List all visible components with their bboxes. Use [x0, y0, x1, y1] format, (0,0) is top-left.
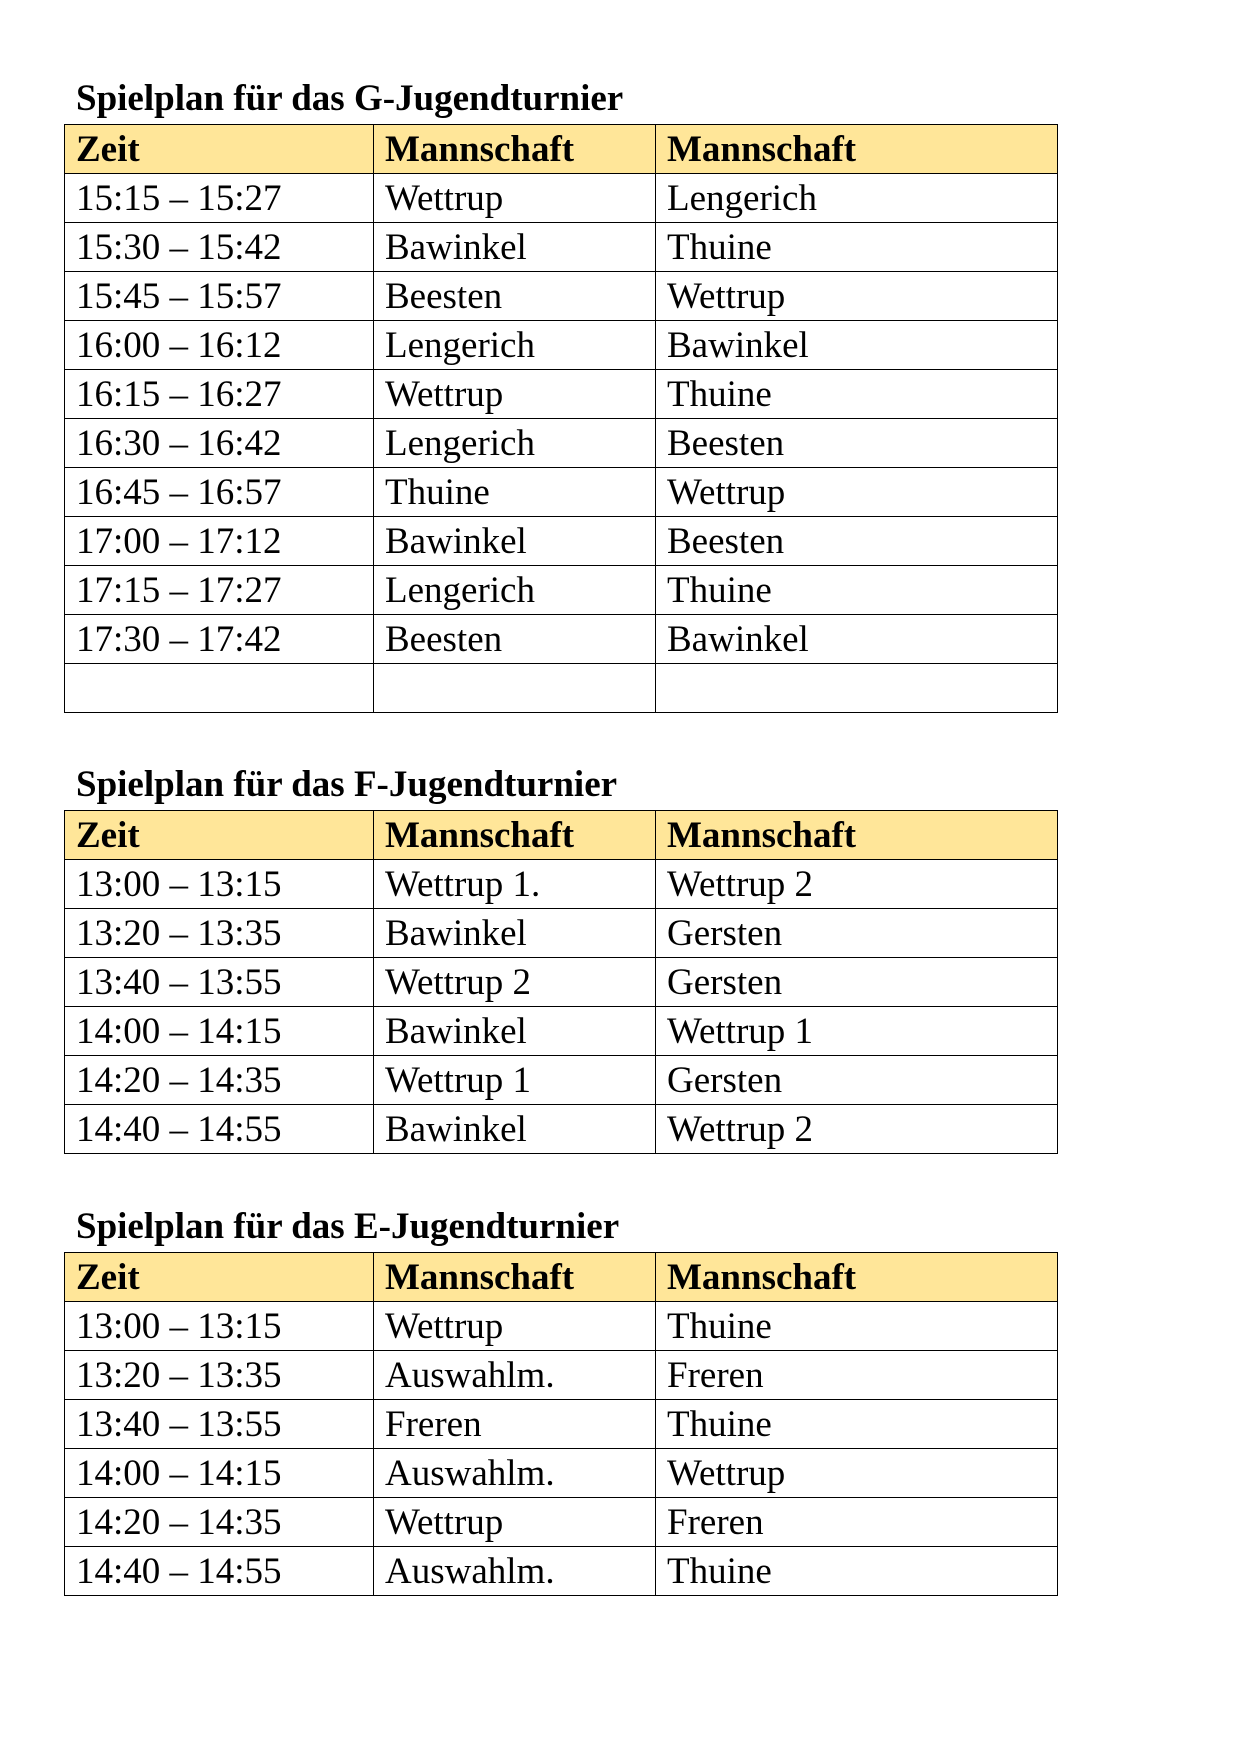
time-cell: 16:30 – 16:42 — [65, 419, 374, 468]
g-jugend-section — [64, 74, 1058, 713]
g-jugend-title: Spielplan für das G-Jugendturnier — [76, 78, 624, 119]
time-cell: 14:40 – 14:55 — [65, 1105, 374, 1154]
team-b-cell: Beesten — [656, 419, 1058, 468]
team-b-cell: Bawinkel — [656, 321, 1058, 370]
team-a-cell: Lengerich — [374, 566, 656, 615]
team-a-cell: Beesten — [374, 615, 656, 664]
table-row — [65, 370, 1058, 419]
f-jugend-section — [64, 760, 1058, 1154]
team-b-cell — [656, 664, 1058, 713]
team-a-cell: Auswahlm. — [374, 1351, 656, 1400]
time-cell: 13:20 – 13:35 — [65, 1351, 374, 1400]
table-row — [65, 321, 1058, 370]
time-cell: 17:15 – 17:27 — [65, 566, 374, 615]
time-cell: 14:00 – 14:15 — [65, 1007, 374, 1056]
team-a-cell: Wettrup — [374, 370, 656, 419]
table-row — [65, 419, 1058, 468]
column-header-mannschaft: Mannschaft — [656, 1253, 1058, 1302]
column-header-mannschaft: Mannschaft — [374, 125, 656, 174]
team-a-cell: Wettrup 1. — [374, 860, 656, 909]
team-a-cell: Freren — [374, 1400, 656, 1449]
time-cell: 16:45 – 16:57 — [65, 468, 374, 517]
table-row — [65, 615, 1058, 664]
time-cell: 13:00 – 13:15 — [65, 860, 374, 909]
g-jugend-table — [64, 124, 1058, 713]
table-row — [65, 468, 1058, 517]
team-b-cell: Wettrup — [656, 272, 1058, 321]
team-b-cell: Thuine — [656, 1400, 1058, 1449]
team-a-cell: Bawinkel — [374, 909, 656, 958]
e-jugend-table — [64, 1252, 1058, 1596]
team-b-cell: Lengerich — [656, 174, 1058, 223]
time-cell: 14:20 – 14:35 — [65, 1498, 374, 1547]
team-b-cell: Freren — [656, 1351, 1058, 1400]
table-header-row — [65, 811, 1058, 860]
column-header-mannschaft: Mannschaft — [656, 811, 1058, 860]
table-row — [65, 860, 1058, 909]
team-b-cell: Beesten — [656, 517, 1058, 566]
team-a-cell — [374, 664, 656, 713]
table-row — [65, 1400, 1058, 1449]
team-a-cell: Wettrup 2 — [374, 958, 656, 1007]
team-b-cell: Thuine — [656, 566, 1058, 615]
column-header-zeit: Zeit — [65, 1253, 374, 1302]
f-jugend-table — [64, 810, 1058, 1154]
team-b-cell: Thuine — [656, 223, 1058, 272]
table-row — [65, 1302, 1058, 1351]
column-header-mannschaft: Mannschaft — [656, 125, 1058, 174]
column-header-mannschaft: Mannschaft — [374, 811, 656, 860]
table-row — [65, 1105, 1058, 1154]
time-cell: 14:00 – 14:15 — [65, 1449, 374, 1498]
time-cell: 15:30 – 15:42 — [65, 223, 374, 272]
e-jugend-section — [64, 1202, 1058, 1596]
team-a-cell: Lengerich — [374, 419, 656, 468]
time-cell: 13:20 – 13:35 — [65, 909, 374, 958]
table-row — [65, 517, 1058, 566]
table-row — [65, 1449, 1058, 1498]
time-cell: 15:45 – 15:57 — [65, 272, 374, 321]
team-b-cell: Thuine — [656, 1302, 1058, 1351]
team-a-cell: Bawinkel — [374, 1007, 656, 1056]
team-a-cell: Lengerich — [374, 321, 656, 370]
team-a-cell: Auswahlm. — [374, 1547, 656, 1596]
team-a-cell: Wettrup — [374, 1302, 656, 1351]
table-row — [65, 566, 1058, 615]
table-row — [65, 272, 1058, 321]
team-b-cell: Bawinkel — [656, 615, 1058, 664]
team-b-cell: Wettrup 2 — [656, 1105, 1058, 1154]
time-cell: 16:00 – 16:12 — [65, 321, 374, 370]
team-b-cell: Gersten — [656, 958, 1058, 1007]
table-row — [65, 1498, 1058, 1547]
team-b-cell: Wettrup 1 — [656, 1007, 1058, 1056]
team-b-cell: Gersten — [656, 909, 1058, 958]
team-b-cell: Thuine — [656, 370, 1058, 419]
table-row — [65, 664, 1058, 713]
time-cell: 17:30 – 17:42 — [65, 615, 374, 664]
time-cell: 14:20 – 14:35 — [65, 1056, 374, 1105]
team-a-cell: Wettrup — [374, 174, 656, 223]
table-header-row — [65, 125, 1058, 174]
time-cell: 13:40 – 13:55 — [65, 958, 374, 1007]
time-cell: 17:00 – 17:12 — [65, 517, 374, 566]
column-header-zeit: Zeit — [65, 811, 374, 860]
team-b-cell: Freren — [656, 1498, 1058, 1547]
column-header-mannschaft: Mannschaft — [374, 1253, 656, 1302]
team-a-cell: Wettrup 1 — [374, 1056, 656, 1105]
team-a-cell: Thuine — [374, 468, 656, 517]
team-b-cell: Wettrup — [656, 468, 1058, 517]
table-row — [65, 174, 1058, 223]
team-b-cell: Wettrup 2 — [656, 860, 1058, 909]
table-row — [65, 1547, 1058, 1596]
team-a-cell: Bawinkel — [374, 517, 656, 566]
table-row — [65, 1056, 1058, 1105]
time-cell: 14:40 – 14:55 — [65, 1547, 374, 1596]
table-row — [65, 958, 1058, 1007]
team-a-cell: Beesten — [374, 272, 656, 321]
e-jugend-title: Spielplan für das E-Jugendturnier — [76, 1206, 620, 1247]
team-b-cell: Gersten — [656, 1056, 1058, 1105]
time-cell — [65, 664, 374, 713]
team-b-cell: Wettrup — [656, 1449, 1058, 1498]
team-a-cell: Wettrup — [374, 1498, 656, 1547]
table-header-row — [65, 1253, 1058, 1302]
table-row — [65, 223, 1058, 272]
table-row — [65, 1351, 1058, 1400]
team-b-cell: Thuine — [656, 1547, 1058, 1596]
table-row — [65, 1007, 1058, 1056]
team-a-cell: Bawinkel — [374, 1105, 656, 1154]
time-cell: 15:15 – 15:27 — [65, 174, 374, 223]
column-header-zeit: Zeit — [65, 125, 374, 174]
team-a-cell: Auswahlm. — [374, 1449, 656, 1498]
time-cell: 16:15 – 16:27 — [65, 370, 374, 419]
table-row — [65, 909, 1058, 958]
time-cell: 13:00 – 13:15 — [65, 1302, 374, 1351]
time-cell: 13:40 – 13:55 — [65, 1400, 374, 1449]
f-jugend-title: Spielplan für das F-Jugendturnier — [76, 764, 618, 805]
team-a-cell: Bawinkel — [374, 223, 656, 272]
